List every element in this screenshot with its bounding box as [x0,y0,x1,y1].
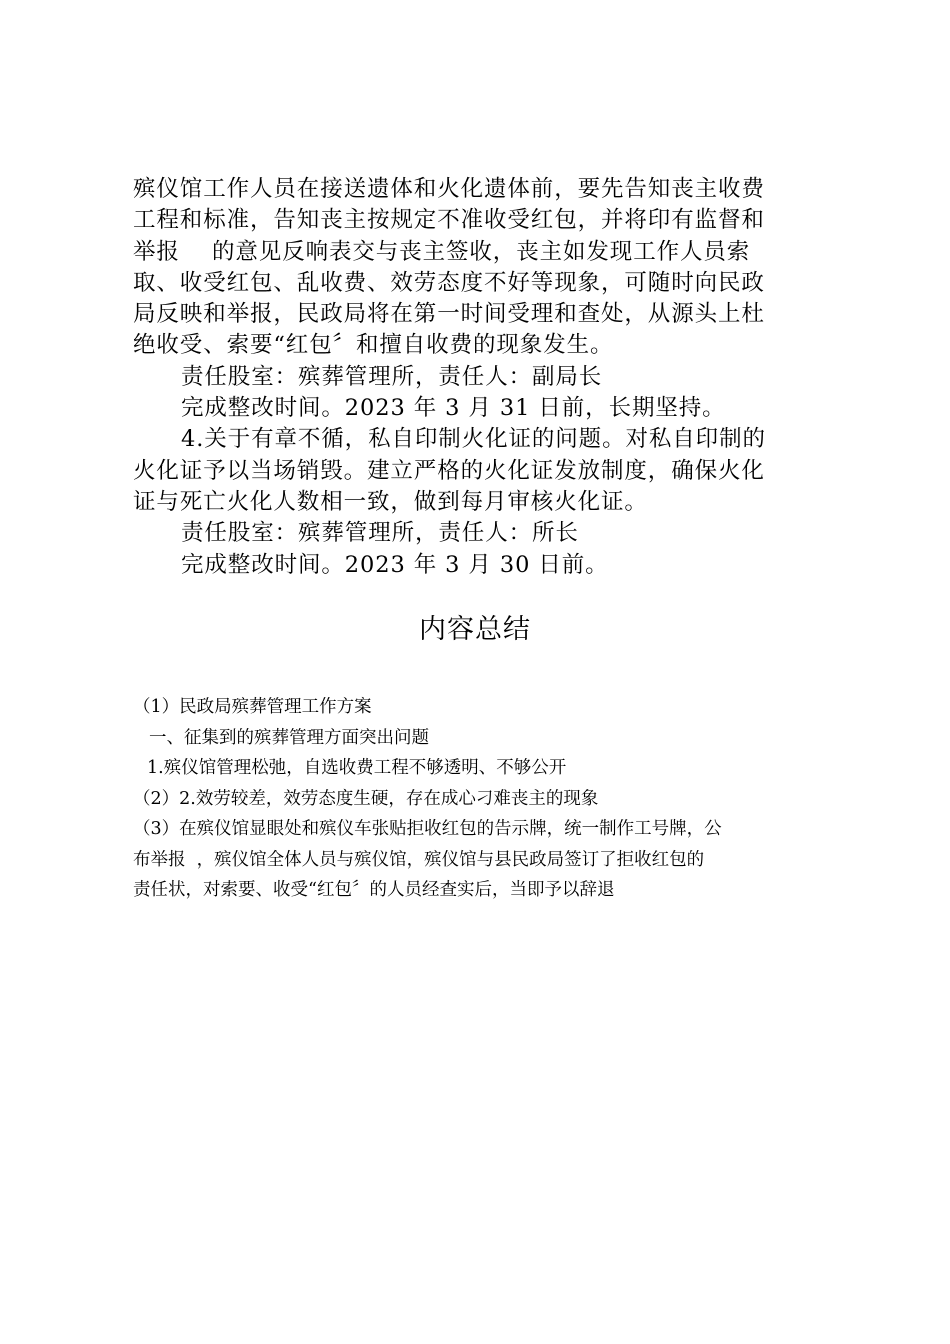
summary-line: 一、征集到的殡葬管理方面突出问题 [149,727,429,748]
body-line: 取、收受红包、乱收费、效劳态度不好等现象，可随时向民政 [133,269,765,296]
body-line: 工程和标准，告知丧主按规定不准收受红包，并将印有监督和 [133,207,765,234]
body-line: 局反映和举报，民政局将在第一时间受理和查处，从源头上杜 [133,301,765,328]
responsible-office-line: 责任股室：殡葬管理所，责任人：所长 [181,520,579,547]
summary-line: （2）2.效劳较差，效劳态度生硬，存在成心刁难丧主的现象 [133,788,599,809]
body-line: 举报 的意见反响表交与丧主签收，丧主如发现工作人员索 [133,238,751,265]
deadline-line: 完成整改时间。2023 年 3 月 30 日前。 [181,551,609,578]
summary-line: 布举报 ，殡仪馆全体人员与殡仪馆，殡仪馆与县民政局签订了拒收红包的 [133,849,705,870]
responsible-office-line: 责任股室：殡葬管理所，责任人：副局长 [181,363,603,390]
body-line: 4.关于有章不循，私自印制火化证的问题。对私自印制的 [181,426,766,453]
summary-section [133,692,833,906]
deadline-line: 完成整改时间。2023 年 3 月 31 日前，长期坚持。 [181,395,726,422]
summary-line: （1）民政局殡葬管理工作方案 [133,697,372,717]
body-line: 火化证予以当场销毁。建立严格的火化证发放制度，确保火化 [133,457,765,484]
body-line: 证与死亡火化人数相一致，做到每月审核火化证。 [133,488,648,515]
body-line: 殡仪馆工作人员在接送遗体和火化遗体前，要先告知丧主收费 [133,176,765,202]
summary-line: 责任状，对索要、收受“红包〞的人员经查实后，当即予以辞退 [133,880,615,900]
body-line: 绝收受、索要“红包〞和擅自收费的现象发生。 [133,332,614,359]
summary-title: 内容总结 [419,614,531,645]
summary-line: （3）在殡仪馆显眼处和殡仪车张贴拒收红包的告示牌，统一制作工号牌，公 [133,819,722,839]
body-text [133,174,821,581]
summary-line: 1.殡仪馆管理松弛，自选收费工程不够透明、不够公开 [147,758,567,778]
